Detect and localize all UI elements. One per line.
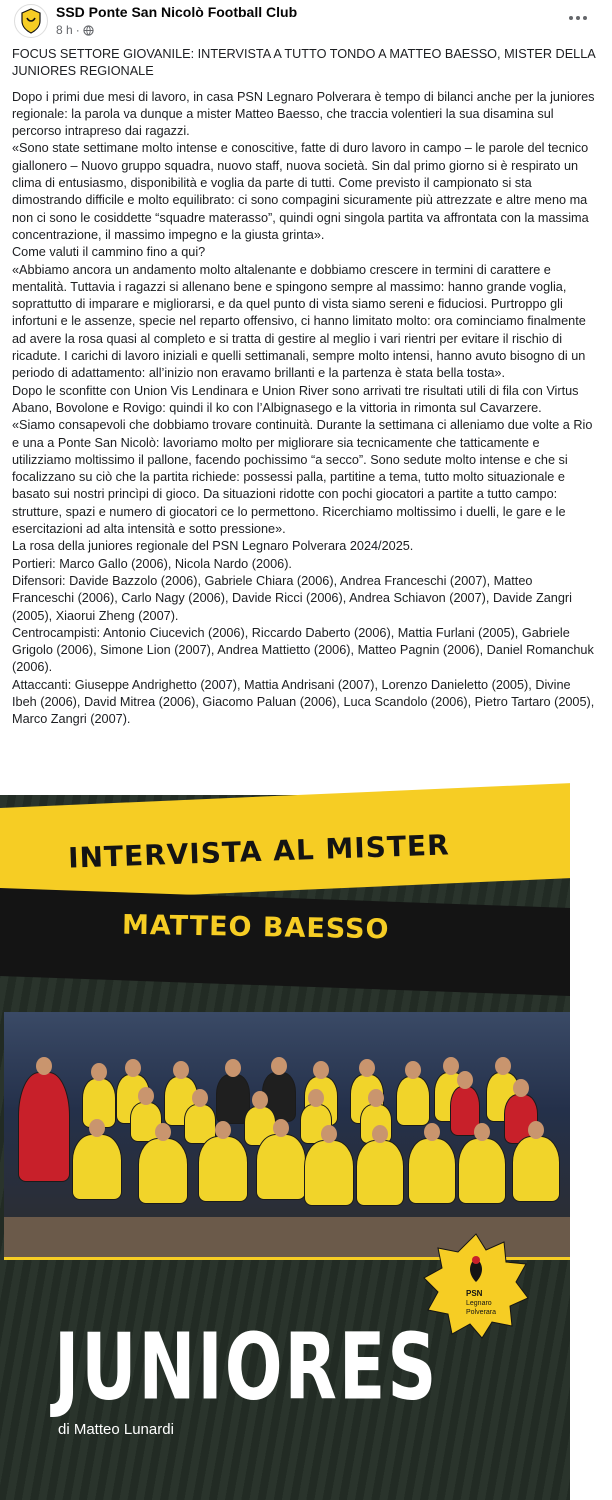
post-title: FOCUS SETTORE GIOVANILE: INTERVISTA A TUTTO TONDO A MATTEO BAESSO, MISTER DELLA JUNIORES REGIONALE xyxy=(12,47,596,79)
player-figure xyxy=(72,1134,122,1200)
globe-icon[interactable] xyxy=(83,25,94,36)
coach-figure xyxy=(18,1072,70,1182)
post-meta xyxy=(56,23,94,37)
player-figure xyxy=(198,1136,248,1202)
club-crest-icon xyxy=(19,8,43,34)
player-figure xyxy=(138,1138,188,1204)
dot xyxy=(583,16,587,20)
dot xyxy=(576,16,580,20)
paragraph: «Sono state settimane molto intense e conoscitive, fatte di duro lavoro in campo – le parole del tecnico giallonero – Nuovo gruppo squadra, nuovo staff, nuova società. Sin dal primo giorno si è respirato un clima di entusiasmo, disponibilità e voglia da parte di tutti. Come previsto il campionato si sta dimostrando difficile e molto equilibrato: ci sono compagini sicuramente più attrezzate e altre meno ma non ci sono le cosiddette “squadre materasso”, quindi ogni singola partita va affrontata con la massima concentrazione, il massimo impegno e la giusta grinta». xyxy=(12,141,589,242)
paragraph: Dopo le sconfitte con Union Vis Lendinara e Union River sono arrivati tre risultati utili di fila con Virtus Abano, Bovolone e Rovigo: quindi il ko con l’Albignasego e la vittoria in rimonta sul Cavarzere. xyxy=(12,383,579,415)
post-header xyxy=(0,0,612,44)
player-figure xyxy=(356,1140,404,1206)
paragraph: «Abbiamo ancora un andamento molto altalenante e dobbiamo crescere in termini di carattere e mentalità. Tuttavia i ragazzi si allenano bene e spingono sempre al massimo: hanno grande voglia, soprattutto di imparare e migliorarsi, e da quel punto di vista siamo sereni e fiduciosi. Purtroppo gli infortuni e le assenze, specie nel reparto offensivo, ci hanno limitato molto: ora cominciamo finalmente ad avere la rosa quasi al completo e si tratta di gestire al meglio i vari rientri per evitare il rischio di ricadute. I carichi di lavoro iniziali e quelli settimanali, sempre molto intensi, hanno avuto bisogno di un periodo di adattamento: all’inizio non eravamo brillanti e la partenza è stata bella tosta». xyxy=(12,262,586,381)
post-time[interactable]: 8 h xyxy=(56,23,73,37)
logo-line-3: Polverara xyxy=(466,1309,496,1316)
player-figure xyxy=(408,1138,456,1204)
paragraph: «Siamo consapevoli che dobbiamo trovare continuità. Durante la settimana ci alleniamo due volte a Rio e una a Ponte San Nicolò: lavoriamo molto per migliorare sia tecnicamente che tatticamente e utilizziamo moltissimo il pallone, facendo pochissimo “a secco”. Sono sedute molto intense e che si focalizzano su ciò che la partita richiede: possessi palla, partitine a tema, tutto molto situazionale e basato sui nostri princìpi di gioco. Da situazioni ridotte con pochi giocatori a partite a tutto campo: strutture, spazi e numero di giocatori ce lo permettono. Ricerchiamo moltissimo i duelli, le gare e le esercitazioni ad alta intensità e sotto pressione». xyxy=(12,418,593,537)
paragraph: Dopo i primi due mesi di lavoro, in casa PSN Legnaro Polverara è tempo di bilanci anche per la juniores regionale: la parola va dunque a mister Matteo Baesso, che traccia volentieri la sua disamina sul percorso intrapreso dai ragazzi. xyxy=(12,89,595,139)
post-body xyxy=(12,46,596,729)
banner-coach-name: MATTEO BAESSO xyxy=(121,909,390,946)
page-name[interactable]: SSD Ponte San Nicolò Football Club xyxy=(56,4,298,20)
dot xyxy=(569,16,573,20)
paragraph: Come valuti il cammino fino a qui? xyxy=(12,245,206,260)
paragraph: Difensori: Davide Bazzolo (2006), Gabriele Chiara (2006), Andrea Franceschi (2007), Matteo Franceschi (2006), Carlo Nagy (2006), Davide Ricci (2006), Andrea Schiavon (2007), Davide Zangri (2005), Xiaorui Zheng (2007). xyxy=(12,573,572,623)
team-photo xyxy=(4,1012,570,1260)
player-figure xyxy=(396,1076,430,1126)
player-figure xyxy=(512,1136,560,1202)
paragraph: Portieri: Marco Gallo (2006), Nicola Nardo (2006). xyxy=(12,556,292,571)
image-byline: di Matteo Lunardi xyxy=(58,1421,174,1438)
starburst-shape xyxy=(424,1234,528,1338)
paragraph: Centrocampisti: Antonio Ciucevich (2006), Riccardo Daberto (2006), Mattia Furlani (2005), Gabriele Grigolo (2006), Simone Lion (2007), Andrea Mattietto (2006), Matteo Pagnin (2006), Daniel Romanchuk (2006). xyxy=(12,625,594,675)
player-figure xyxy=(304,1140,354,1206)
paragraph: La rosa della juniores regionale del PSN Legnaro Polverara 2024/2025. xyxy=(12,539,414,554)
player-figure xyxy=(256,1134,306,1200)
image-big-title: JUNIORES xyxy=(54,1315,439,1422)
player-figure xyxy=(458,1138,506,1204)
separator-dot: · xyxy=(75,23,80,37)
more-horizontal-icon[interactable] xyxy=(566,8,590,28)
banner-headline: INTERVISTA AL MISTER xyxy=(67,828,451,875)
paragraph: Attaccanti: Giuseppe Andrighetto (2007), Mattia Andrisani (2007), Lorenzo Danieletto (2005), Divine Ibeh (2006), David Mitrea (2006), Giacomo Paluan (2006), Luca Scandolo (2006), Pietro Tartaro (2005), Marco Zangri (2007). xyxy=(12,677,595,727)
logo-line-1: PSN xyxy=(466,1289,483,1298)
logo-line-2: Legnaro xyxy=(466,1300,492,1307)
page-avatar[interactable] xyxy=(14,4,48,38)
